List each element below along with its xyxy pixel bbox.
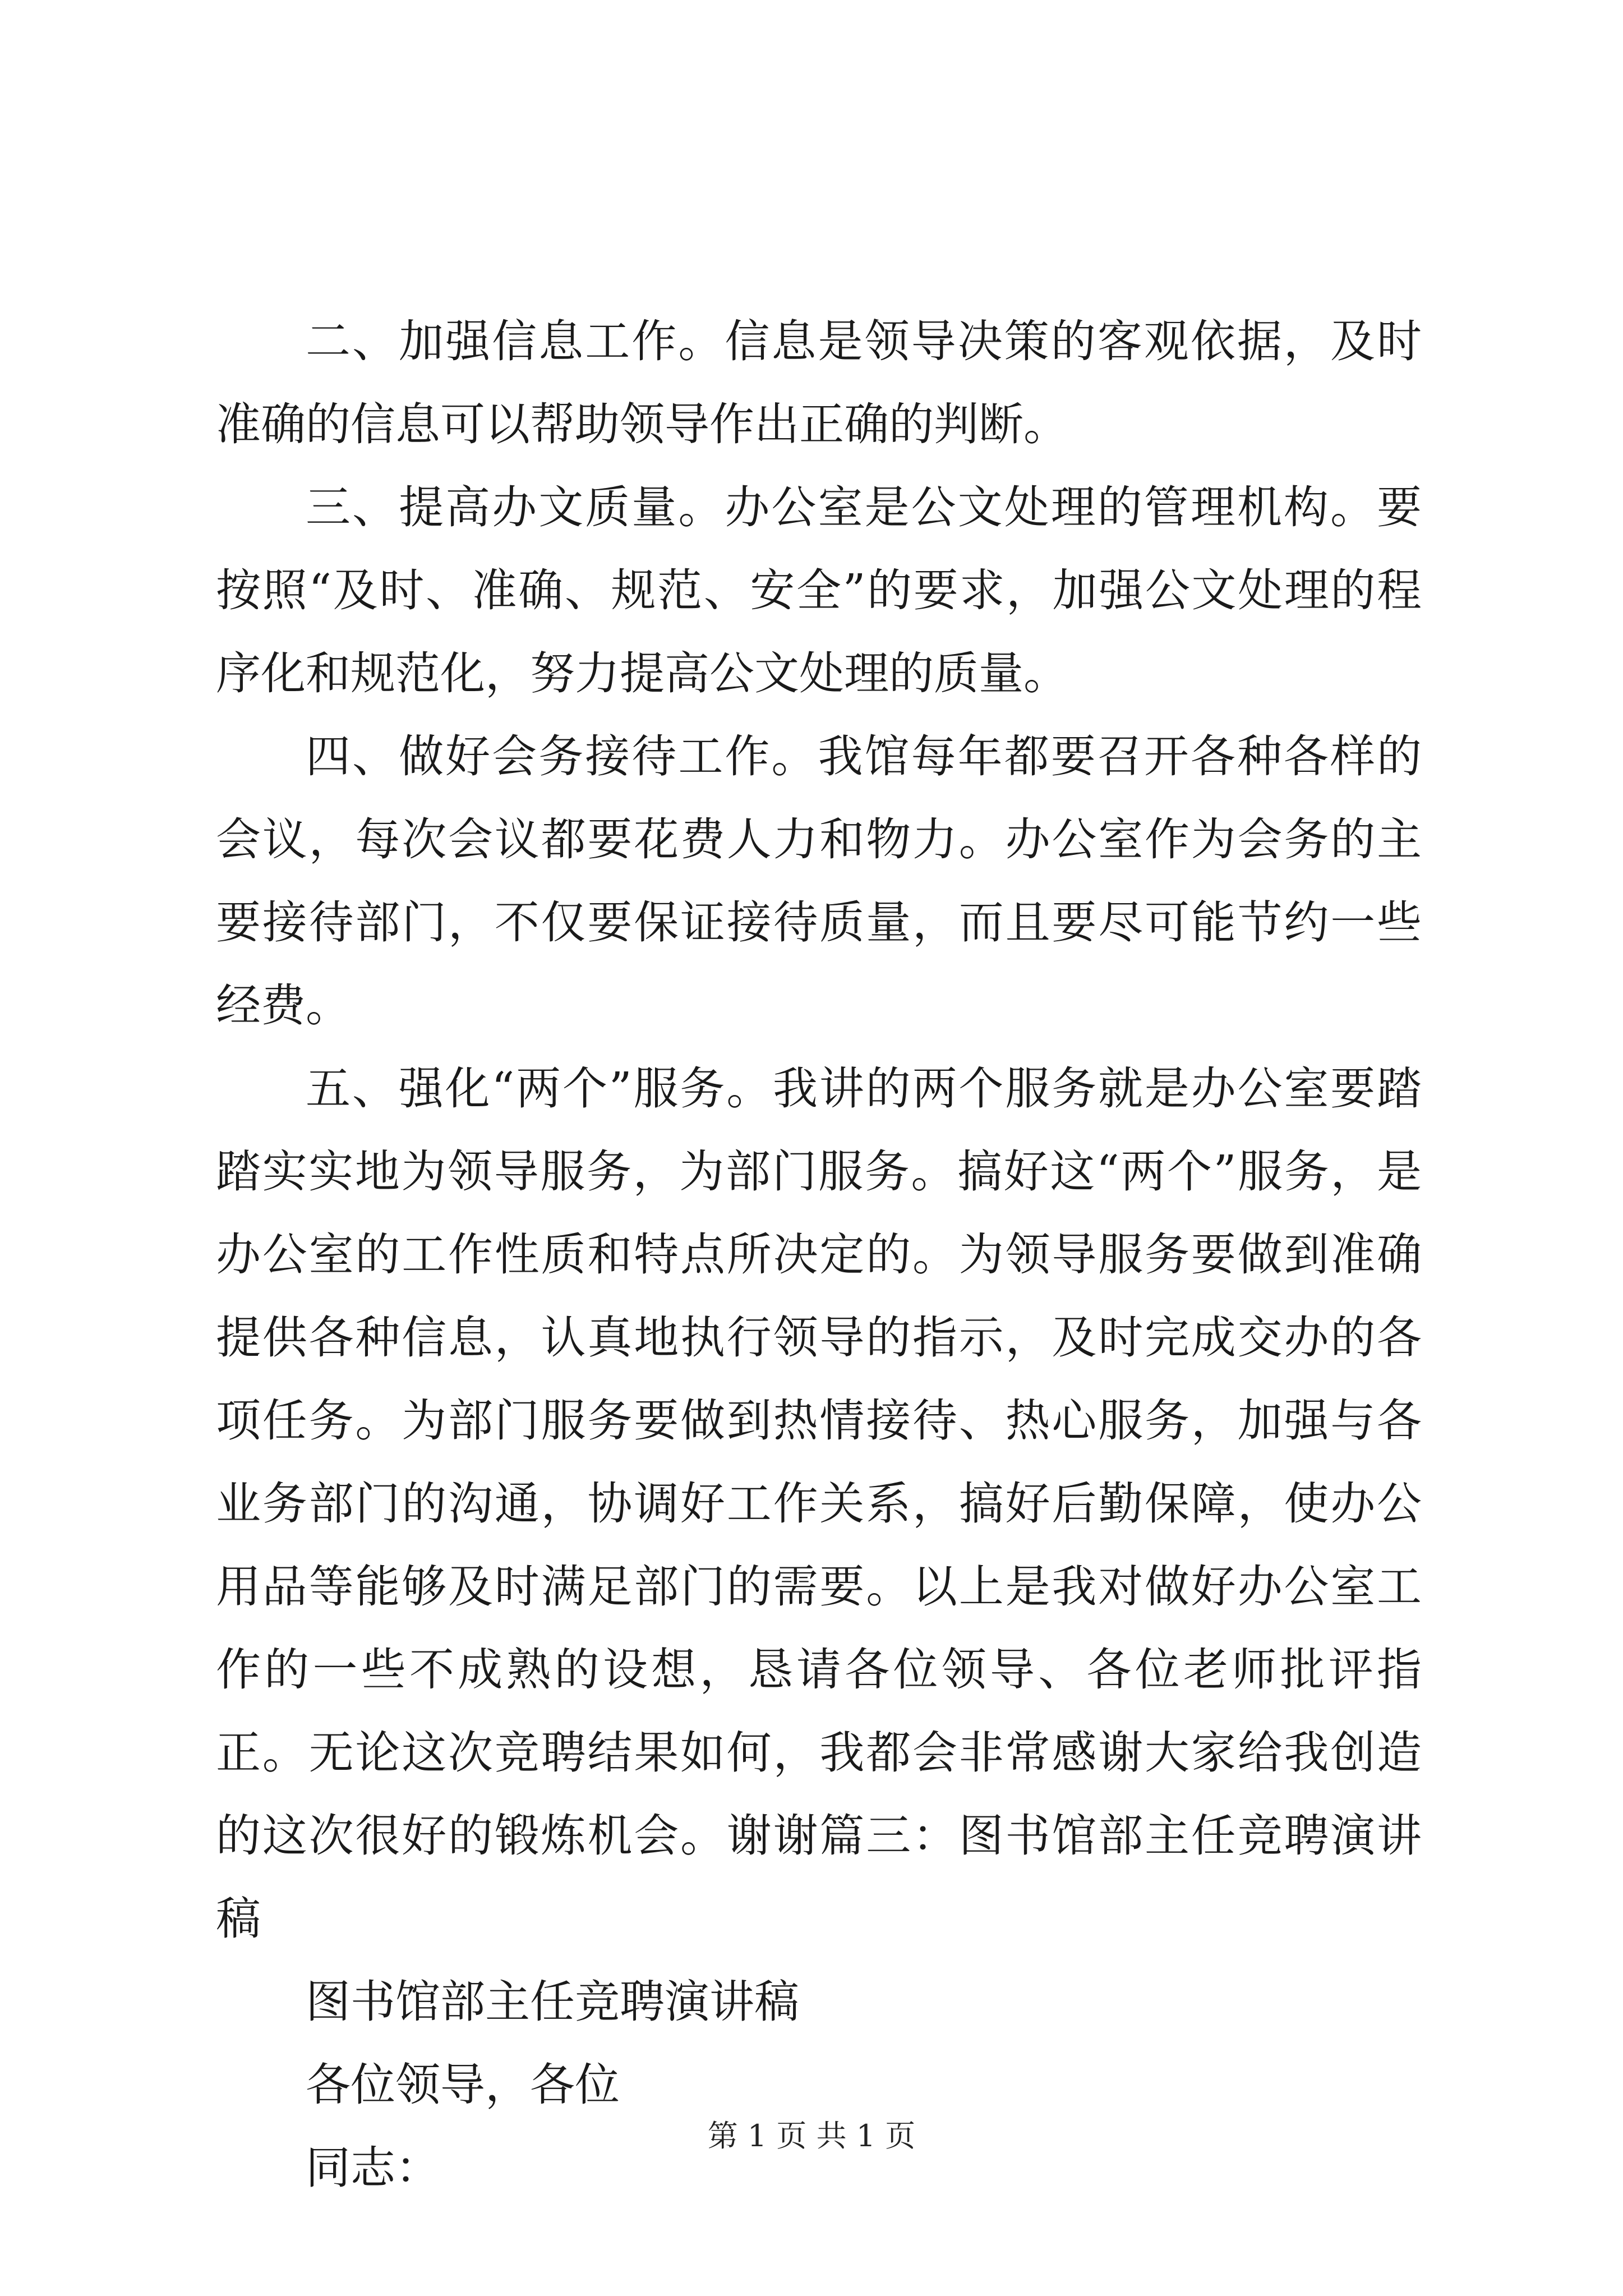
paragraph-speech-title: 图书馆部主任竞聘演讲稿 [306, 1976, 799, 2028]
paragraph-info-work: 二、加强信息工作。信息是领导决策的客观依据，及时准确的信息可以帮助领导作出正确的判断。 [216, 315, 1422, 450]
paragraph-document-quality: 三、提高办文质量。办公室是公文处理的管理机构。要按照“及时、准确、规范、安全”的要求，加强公文处理的程序化和规范化，努力提高公文处理的质量。 [216, 481, 1422, 700]
paragraph-reception-work: 四、做好会务接待工作。我馆每年都要召开各种各样的会议，每次会议都要花费人力和物力。办公室作为会务的主要接待部门，不仅要保证接待质量，而且要尽可能节约一些经费。 [216, 730, 1422, 1032]
page-footer: 第 1 页 共 1 页 [707, 2118, 916, 2154]
paragraph-two-services: 五、强化“两个”服务。我讲的两个服务就是办公室要踏踏实实地为领导服务，为部门服务。搞好这“两个”服务，是办公室的工作性质和特点所决定的。为领导服务要做到准确提供各种信息，认真地执行领导的指示，及时完成交办的各项任务。为部门服务要做到热情接待、热心服务，加强与各业务部门的沟通，协调好工作关系，搞好后勤保障，使办公用品等能够及时满足部门的需要。以上是我对做好办公室工作的一些不成熟的设想，恳请各位领导、各位老师批评指正。无论这次竞聘结果如何，我都会非常感谢大家给我创造的这次很好的锻炼机会。谢谢篇三：图书馆部主任竞聘演讲稿 [216, 1062, 1422, 1945]
paragraph-salutation: 各位领导，各位 [306, 2059, 620, 2111]
document-body [216, 300, 1422, 2210]
paragraph-comrades: 同志： [306, 2142, 440, 2194]
